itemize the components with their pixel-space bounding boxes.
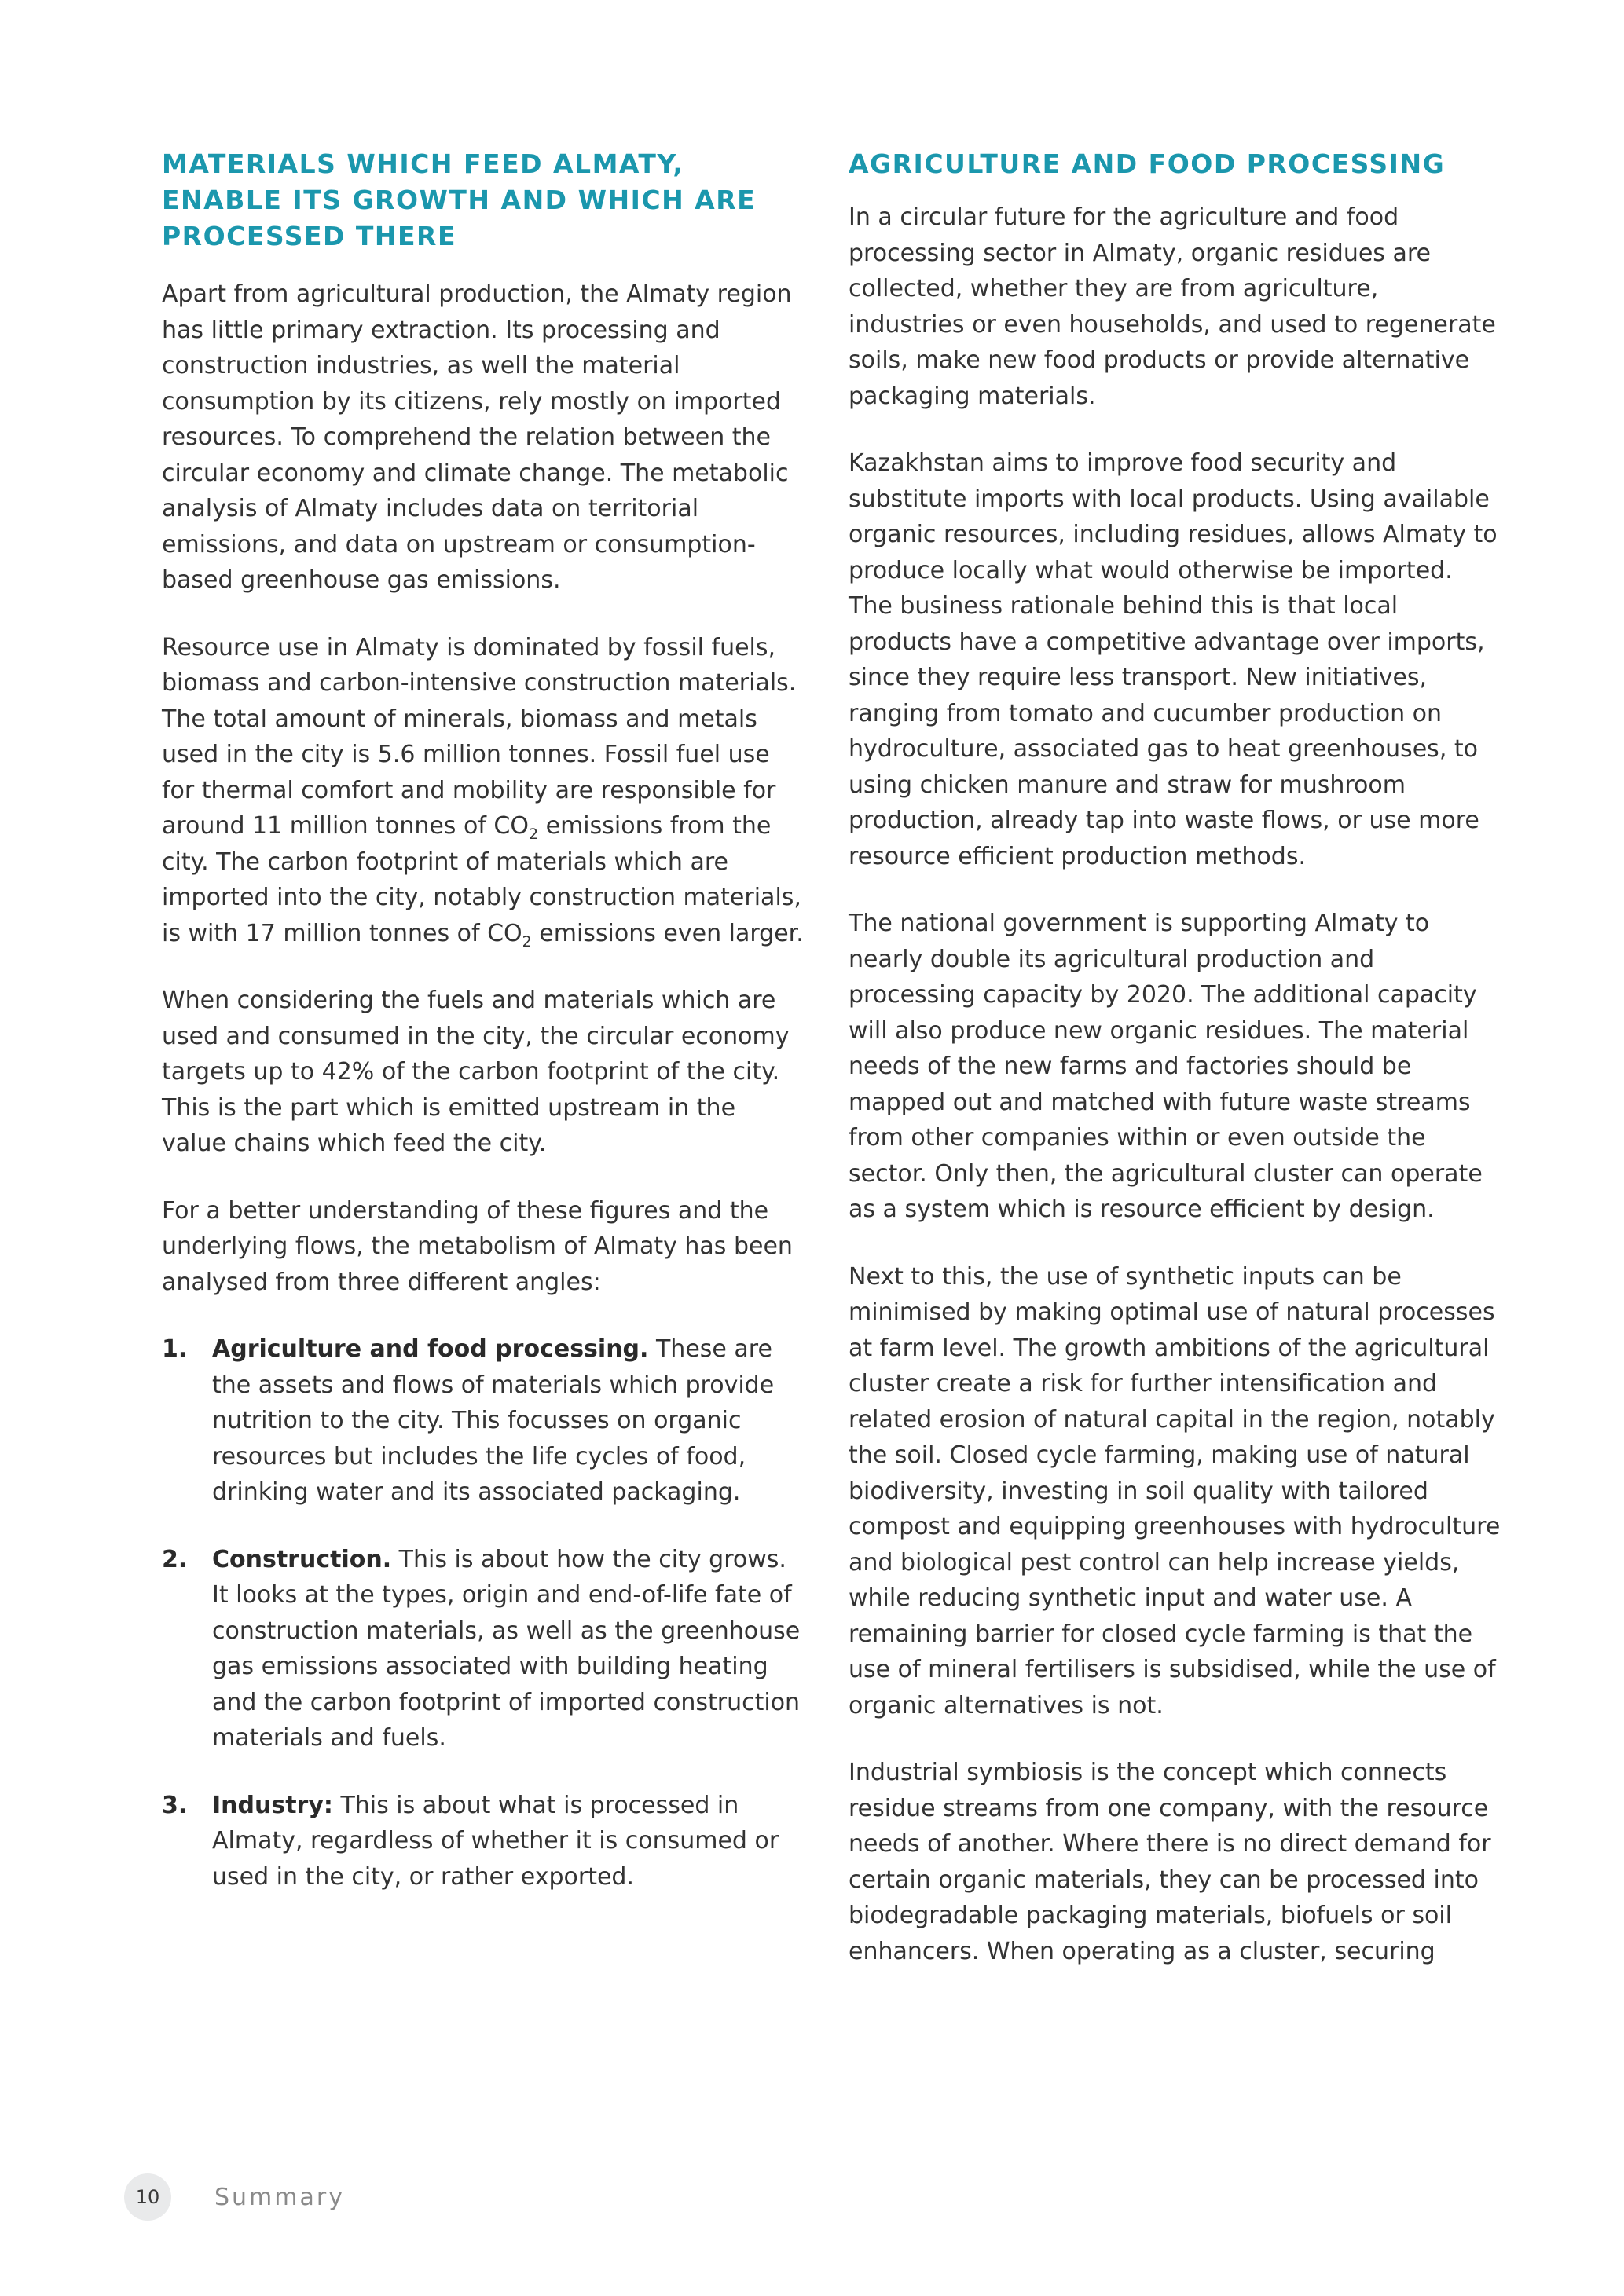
list-item-text: This is about how the city grows. It looks at the types, origin and end-of-life fate of construction materials, as well as the greenhouse gas emissions associated with building heating and the carbon footprint of imported construction materials and fuels. <box>212 1545 801 1752</box>
list-item-title: Industry: <box>212 1791 333 1819</box>
list-item-title: Construction. <box>212 1545 392 1573</box>
paragraph-food-security: Kazakhstan aims to improve food security and substitute imports with local products. Using available organic resources, including residues, allows Almaty to produce locally what would otherwise be imported. The business rationale behind this is that local products have a competitive advantage over imports, since they require less transport. New initiatives, ranging from tomato and cucumber production on hydroculture, associated gas to heat greenhouses, to using chicken manure and straw for mushroom production, already tap into waste flows, or use more resource efficient production methods. <box>849 449 1498 870</box>
right-column <box>849 146 1501 2001</box>
list-item <box>162 1542 806 1756</box>
paragraph-synthetic-inputs: Next to this, the use of synthetic inputs can be minimised by making optimal use of natural processes at farm level. The growth ambitions of the agricultural cluster create a risk for further intensification and related erosion of natural capital in the region, notably the soil. Closed cycle farming, making use of natural biodiversity, investing in soil quality with tailored compost and equipping greenhouses with hydroculture and biological pest control can help increase yields, while reducing synthetic input and water use. A remaining barrier for closed cycle farming is that the use of mineral fertilisers is subsidised, while the use of organic alternatives is not. <box>849 1262 1501 1719</box>
list-item-text: This is about what is processed in Almaty, regardless of whether it is consumed or used in the city, or rather exported. <box>212 1791 779 1891</box>
section-label: Summary <box>214 2183 345 2211</box>
co2-subscript: 2 <box>528 826 539 843</box>
list-item <box>162 1788 806 1895</box>
angles-list <box>162 1331 806 1895</box>
paragraph-circular-future: In a circular future for the agriculture and food processing sector in Almaty, organic residues are collected, whether they are from agriculture, industries or even households, and used to regenerate soils, make new food products or provide alternative packaging materials. <box>849 203 1496 410</box>
list-item-text: These are the assets and flows of materials which provide nutrition to the city. This focusses on organic resources but includes the life cycles of food, drinking water and its associated packaging. <box>212 1335 775 1506</box>
paragraph-intro: Apart from agricultural production, the Almaty region has little primary extraction. Its processing and construction industries, as well the material consumption by its citizens, rely mostly on imported resources. To comprehend the relation between the circular economy and climate change. The metabolic analysis of Almaty includes data on territorial emissions, and data on upstream or consumption-based greenhouse gas emissions. <box>162 280 792 594</box>
section-heading-materials: MATERIALS WHICH FEED ALMATY, ENABLE ITS GROWTH AND WHICH ARE PROCESSED THERE <box>162 148 757 251</box>
list-item-title: Agriculture and food processing. <box>212 1335 649 1363</box>
paragraph-resource-use: Resource use in Almaty is dominated by fossil fuels, biomass and carbon-intensive construction materials. The total amount of minerals, biomass and metals used in the city is 5.6 million tonnes. Fossil fuel use for thermal comfort and mobility are responsible for around 11 million tonnes of $CO_2$ emissions from the city. The carbon footprint of materials which are imported into the city, notably construction materials, is with 17 million tonnes of $CO_2$ emissions even larger. <box>162 633 804 950</box>
list-number: 3. <box>162 1791 188 1819</box>
section-heading-agriculture: AGRICULTURE AND FOOD PROCESSING <box>849 148 1446 179</box>
paragraph-circular-targets: When considering the fuels and materials which are used and consumed in the city, the circular economy targets up to 42% of the carbon footprint of the city. This is the part which is emitted upstream in the value chains which feed the city. <box>162 987 790 1157</box>
list-item <box>162 1331 806 1511</box>
paragraph-industrial-symbiosis: Industrial symbiosis is the concept which connects residue streams from one company, with the resource needs of another. Where there is no direct demand for certain organic materials, they can be processed into biodegradable packaging materials, biofuels or soil enhancers. When operating as a cluster, securing <box>849 1759 1491 1965</box>
left-column <box>162 146 806 1926</box>
page-number: 10 <box>135 2186 160 2208</box>
co2-subscript: 2 <box>522 932 532 950</box>
page-footer <box>124 2173 345 2221</box>
list-number: 1. <box>162 1335 188 1363</box>
paragraph-national-government: The national government is supporting Almaty to nearly double its agricultural production and processing capacity by 2020. The additional capacity will also produce new organic residues. The material needs of the new farms and factories should be mapped out and matched with future waste streams from other companies within or even outside the sector. Only then, the agricultural cluster can operate as a system which is resource efficient by design. <box>849 910 1483 1223</box>
paragraph-angles-intro: For a better understanding of these figures and the underlying flows, the metabolism of Almaty has been analysed from three different angles: <box>162 1196 793 1296</box>
list-number: 2. <box>162 1545 188 1573</box>
page-number-badge <box>124 2173 171 2221</box>
